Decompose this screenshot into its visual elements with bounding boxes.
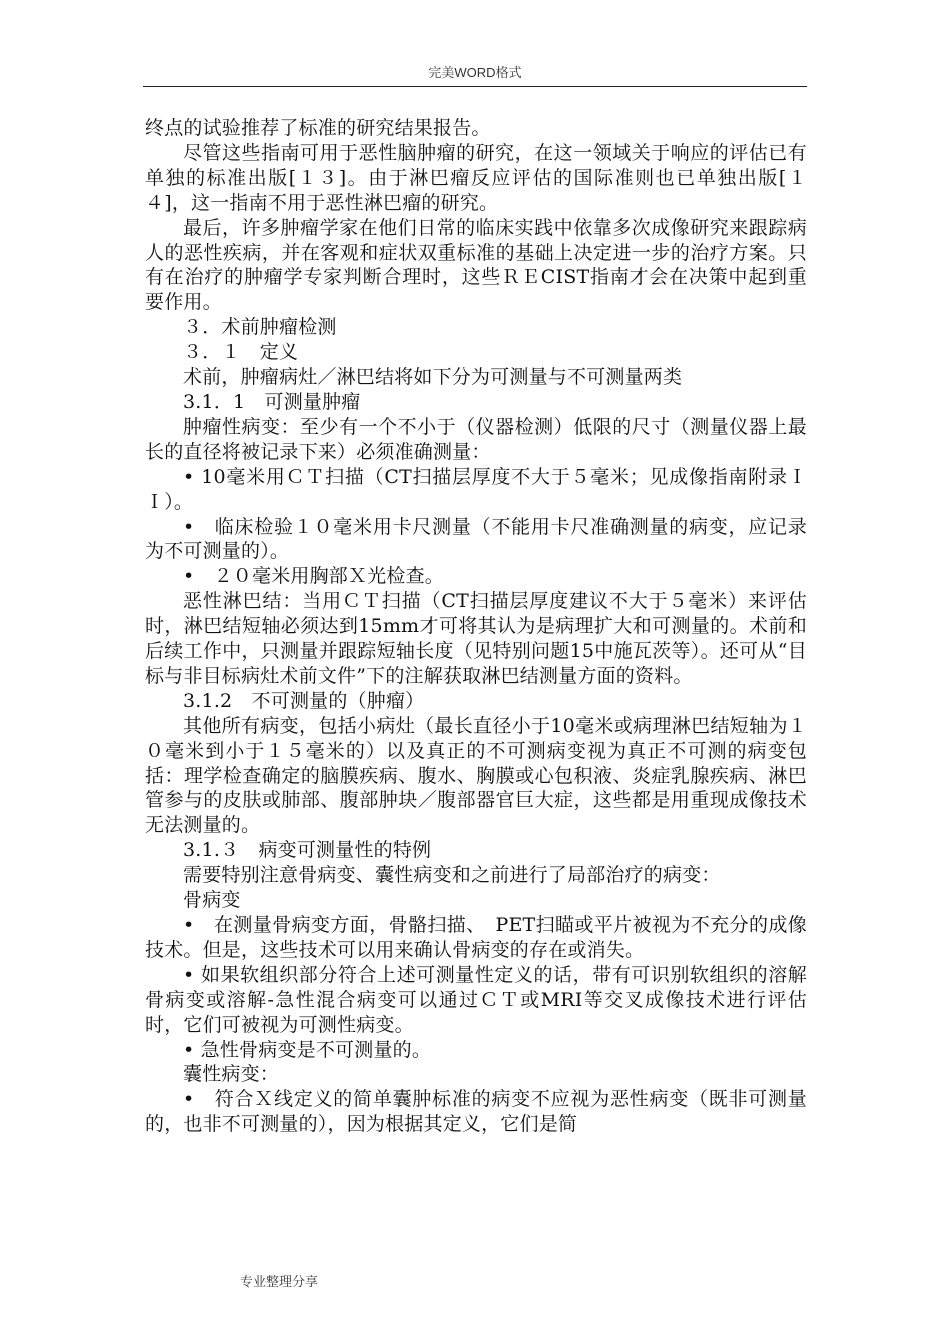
page-header: 完美WORD格式 bbox=[428, 65, 522, 80]
header-divider bbox=[143, 86, 807, 87]
section-heading: 3.1．1 可测量肿瘤 bbox=[183, 390, 361, 413]
section-heading: ３．术前肿瘤检测 bbox=[183, 316, 337, 339]
document-body bbox=[145, 116, 807, 1137]
paragraph: 其他所有病变，包括小病灶（最长直径小于10毫米或病理淋巴结短轴为１０毫米到小于１５毫米的）以及真正的不可测病变视为真正不可测的病变包括：理学检查确定的脑膜疾病、腹水、胸膜或心包积液、炎症乳腺疾病、淋巴管参与的皮肤或肺部、腹部肿块／腹部器官巨大症，这些都是用重现成像技术无法测量的。 bbox=[145, 714, 807, 837]
subheading: 囊性病变： bbox=[183, 1063, 280, 1086]
bullet-item: • 符合Ｘ线定义的简单囊肿标准的病变不应视为恶性病变（既非可测量的，也非不可测量的），因为根据其定义，它们是简 bbox=[145, 1088, 807, 1136]
subheading: 骨病变 bbox=[183, 889, 241, 912]
section-heading: 3.1.2 不可测量的（肿瘤） bbox=[183, 689, 425, 712]
page-footer: 专业整理分享 bbox=[240, 1274, 319, 1289]
paragraph: 终点的试验推荐了标准的研究结果报告。 bbox=[145, 117, 491, 139]
section-heading: 3.1.３ 病变可测量性的特例 bbox=[183, 839, 432, 862]
paragraph: 术前，肿瘤病灶／淋巴结将如下分为可测量与不可测量两类 bbox=[183, 366, 683, 389]
bullet-item: • 如果软组织部分符合上述可测量性定义的话，带有可识别软组织的溶解骨病变或溶解-急性混合病变可以通过ＣＴ或MRI等交叉成像技术进行评估时，它们可被视为可测性病变。 bbox=[145, 963, 807, 1036]
bullet-item: • 急性骨病变是不可测量的。 bbox=[183, 1038, 432, 1061]
bullet-item: • 10毫米用ＣＴ扫描（CT扫描层厚度不大于５毫米；见成像指南附录ＩＩ）。 bbox=[145, 465, 807, 513]
paragraph: 最后，许多肿瘤学家在他们日常的临床实践中依靠多次成像研究来跟踪病人的恶性疾病，并在客观和症状双重标准的基础上决定进一步的治疗方案。只有在治疗的肿瘤学专家判断合理时，这些ＲＥCIST指南才会在决策中起到重要作用。 bbox=[145, 216, 807, 314]
bullet-item: • 临床检验１０毫米用卡尺测量（不能用卡尺准确测量的病变，应记录为不可测量的）。 bbox=[145, 515, 807, 563]
paragraph: 恶性淋巴结：当用ＣＴ扫描（CT扫描层厚度建议不大于５毫米）来评估时，淋巴结短轴必须达到15mm才可将其认为是病理扩大和可测量的。术前和后续工作中，只测量并跟踪短轴长度（见特别问题15中施瓦茨等）。还可从“目标与非目标病灶术前文件”下的注解获取淋巴结测量方面的资料。 bbox=[145, 590, 807, 687]
bullet-item: • 在测量骨病变方面，骨骼扫描、 PET扫瞄或平片被视为不充分的成像技术。但是，这些技术可以用来确认骨病变的存在或消失。 bbox=[145, 914, 807, 961]
bullet-item: • ２０毫米用胸部Ｘ光检查。 bbox=[183, 565, 445, 588]
section-heading: ３．１ 定义 bbox=[183, 341, 299, 364]
paragraph: 需要特别注意骨病变、囊性病变和之前进行了局部治疗的病变： bbox=[183, 864, 721, 887]
paragraph: 肿瘤性病变：至少有一个不小于（仪器检测）低限的尺寸（测量仪器上最长的直径将被记录下来）必须准确测量： bbox=[145, 415, 807, 463]
paragraph: 尽管这些指南可用于恶性脑肿瘤的研究，在这一领域关于响应的评估已有单独的标准出版[１３]。由于淋巴瘤反应评估的国际准则也已单独出版[１４]，这一指南不用于恶性淋巴瘤的研究。 bbox=[145, 141, 807, 214]
